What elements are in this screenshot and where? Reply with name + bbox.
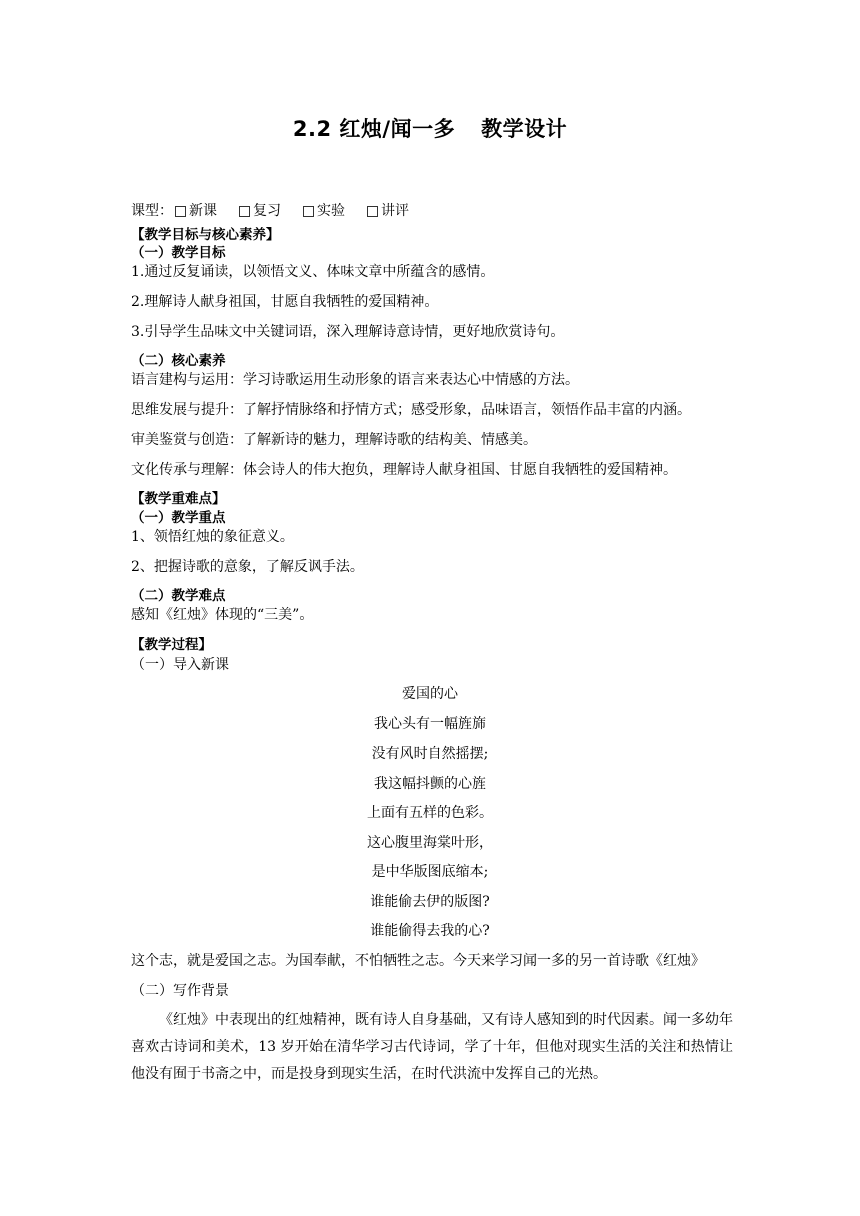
- poem-title: 爱国的心: [402, 686, 458, 702]
- subheading-background: （二）写作背景: [131, 983, 229, 999]
- section-heading-process: 【教学过程】: [131, 637, 212, 653]
- subheading-intro: （一）导入新课: [131, 657, 229, 673]
- checkbox-icon[interactable]: [367, 206, 378, 217]
- goal-item: 2.理解诗人献身祖国，甘愿自我牺牲的爱国精神。: [131, 294, 439, 310]
- subheading-core-literacy: （二）核心素养: [131, 353, 226, 369]
- checkbox-icon[interactable]: [303, 206, 314, 217]
- lesson-type-row: [131, 202, 429, 220]
- poem-line: 没有风时自然摇摆;: [371, 746, 489, 762]
- literacy-item: 语言建构与运用：学习诗歌运用生动形象的语言来表达心中情感的方法。: [131, 372, 579, 388]
- goal-item: 3.引导学生品味文中关键词语，深入理解诗意诗情，更好地欣赏诗句。: [131, 324, 565, 340]
- lesson-type-option-new[interactable]: 新课: [173, 202, 217, 220]
- key-point-item: 2、把握诗歌的意象，了解反讽手法。: [131, 559, 364, 575]
- section-heading-key-points: 【教学重难点】: [131, 491, 226, 507]
- title-subtitle: 教学设计: [481, 117, 568, 141]
- background-paragraph: 《红烛》中表现出的红烛精神，既有诗人自身基础，又有诗人感知到的时代因素。闻一多幼年喜欢古诗词和美术，13 岁开始在清华学习古代诗词，学了十年，但他对现实生活的关注和热情让他没有囿于书斋之中，而是投身到现实生活，在时代洪流中发挥自己的光热。: [131, 1012, 733, 1082]
- difficulty-text: 感知《红烛》体现的“三美”。: [131, 607, 314, 623]
- subheading-teaching-goals: （一）教学目标: [131, 245, 226, 261]
- page-title: [0, 113, 860, 143]
- after-poem-text: 这个志，就是爱国之志。为国奉献，不怕牺牲之志。今天来学习闻一多的另一首诗歌《红烛》: [131, 953, 705, 969]
- poem-line: 这心腹里海棠叶形，: [367, 835, 493, 851]
- literacy-item: 文化传承与理解：体会诗人的伟大抱负，理解诗人献身祖国、甘愿自我牺牲的爱国精神。: [131, 462, 677, 478]
- poem-line: 上面有五样的色彩。: [367, 805, 493, 821]
- lesson-type-label: 课型：: [131, 203, 173, 219]
- section-heading-goals: 【教学目标与核心素养】: [131, 227, 280, 243]
- poem-line: 是中华版图底缩本;: [371, 864, 489, 880]
- goal-item: 1.通过反复诵读，以领悟文义、体味文章中所蕴含的感情。: [131, 264, 495, 280]
- key-point-item: 1、领悟红烛的象征意义。: [131, 529, 294, 545]
- subheading-difficulty: （二）教学难点: [131, 588, 226, 604]
- lesson-type-option-comment[interactable]: 讲评: [365, 202, 409, 220]
- literacy-item: 审美鉴赏与创造：了解新诗的魅力，理解诗歌的结构美、情感美。: [131, 432, 537, 448]
- poem-line: 谁能偷去伊的版图?: [370, 894, 490, 910]
- poem-line: 我心头有一幅旌旆: [374, 716, 486, 732]
- literacy-item: 思维发展与提升：了解抒情脉络和抒情方式；感受形象，品味语言，领悟作品丰富的内涵。: [131, 402, 691, 418]
- lesson-type-option-review[interactable]: 复习: [237, 202, 281, 220]
- poem-line: 谁能偷得去我的心?: [370, 923, 490, 939]
- checkbox-icon[interactable]: [239, 206, 250, 217]
- title-text: 2.2 红烛/闻一多: [292, 117, 456, 141]
- checkbox-icon[interactable]: [175, 206, 186, 217]
- lesson-type-option-experiment[interactable]: 实验: [301, 202, 345, 220]
- subheading-key-points: （一）教学重点: [131, 510, 226, 526]
- poem-line: 我这幅抖颤的心旌: [374, 776, 486, 792]
